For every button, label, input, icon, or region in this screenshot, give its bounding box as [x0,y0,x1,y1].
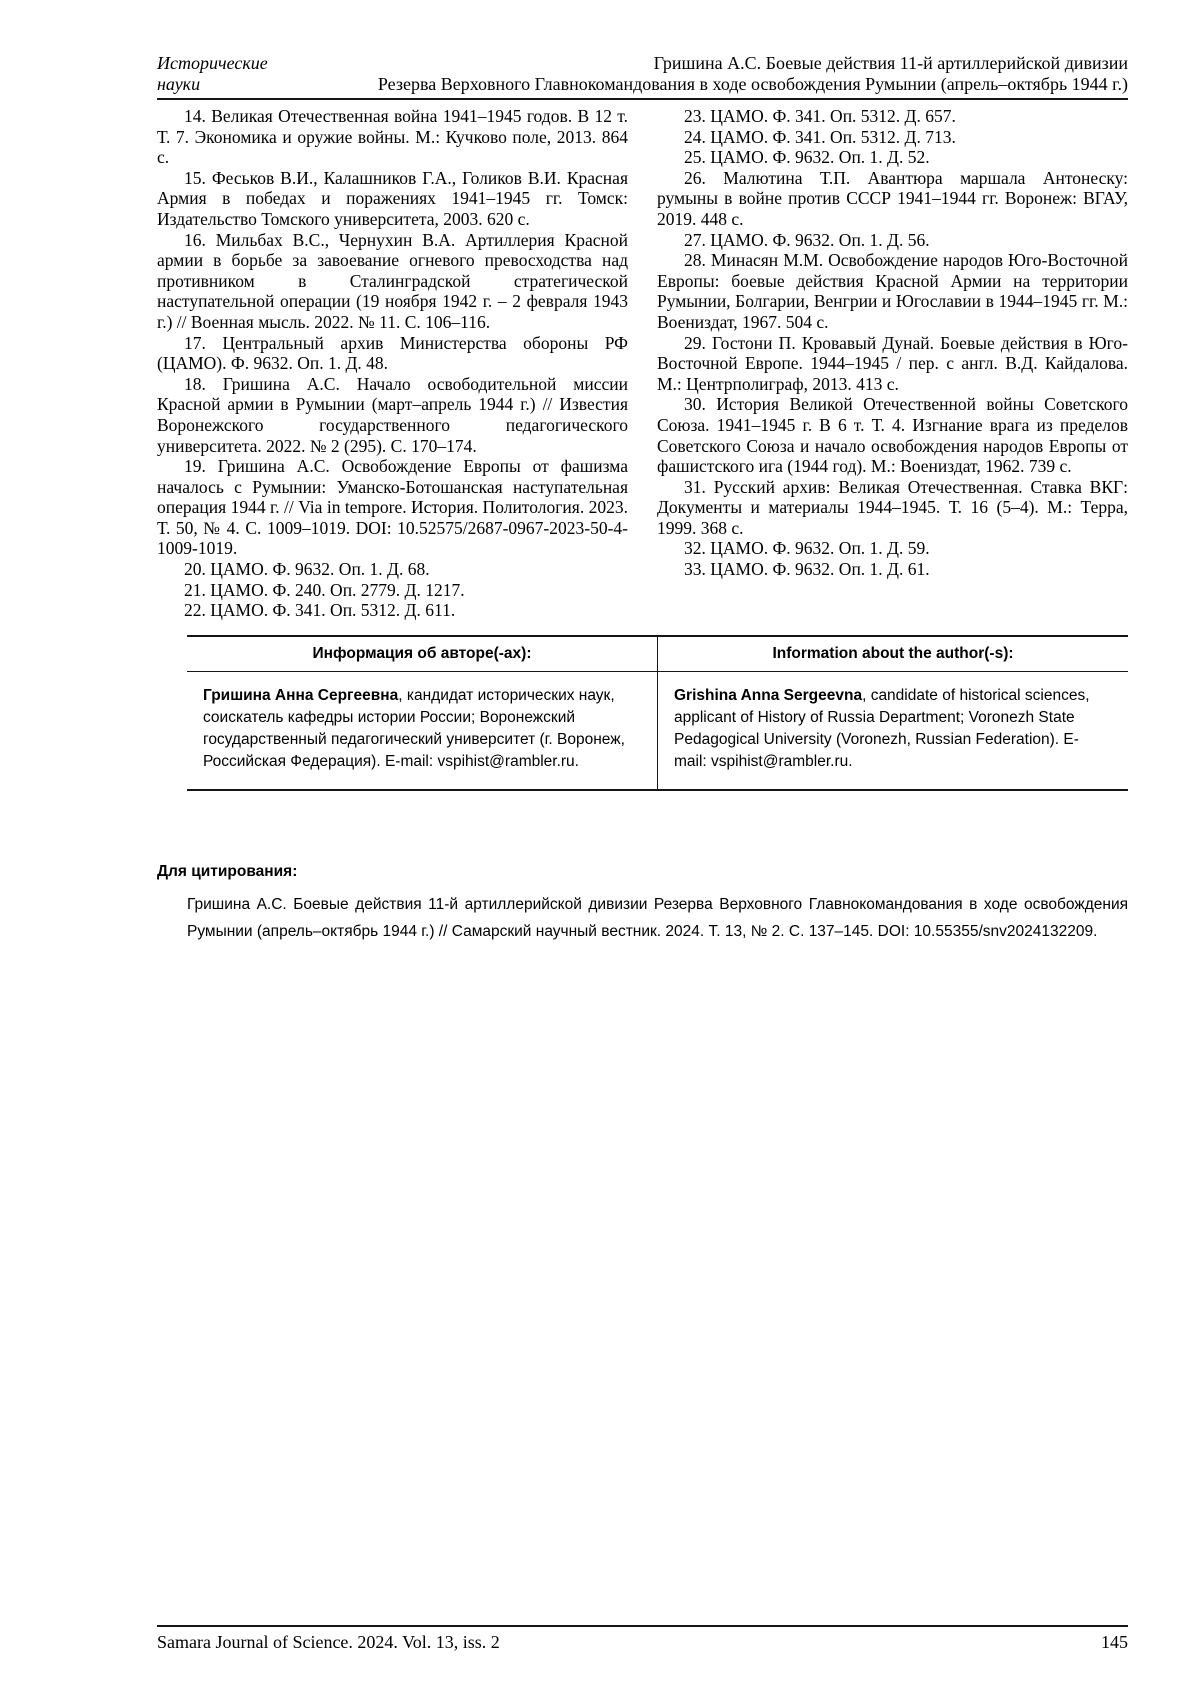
author-info-ru [187,671,658,790]
running-title [268,53,1128,95]
footer-journal-line: Samara Journal of Science. 2024. Vol. 13, iss. 2 [157,1632,500,1652]
author-table-body-row [187,671,1128,790]
author-table-header-en: Information about the author(-s): [658,636,1129,672]
citation-text: Гришина А.С. Боевые действия 11-й артиллерийской дивизии Резерва Верховного Главнокомандования в ходе освобождения Румынии (апрель–октябрь 1944 г.) // Самарский научный вестник. 2024. Т. 13, № 2. С. 137–145. DOI: 10.55355/snv2024132209. [187,895,1128,941]
reference-item: 22. ЦАМО. Ф. 341. Оп. 5312. Д. 611. [184,600,456,621]
page-header [157,0,1128,95]
references-column-left [157,106,628,621]
reference-item: 29. Гостони П. Кровавый Дунай. Боевые действия в Юго-Восточной Европе. 1944–1945 / пер. с англ. В.Д. Кайдалова. М.: Центрполиграф, 2013. 413 с. [657,332,1128,394]
reference-item: 15. Феськов В.И., Калашников Г.А., Голиков В.И. Красная Армия в победах и поражениях 1941–1945 гг. Томск: Издательство Томского университета, 2003. 620 с. [157,167,628,229]
journal-section-label [157,53,268,95]
author-info-en [658,671,1129,790]
author-info-table [187,635,1128,791]
citation-section [157,863,1128,946]
reference-item: 26. Малютина Т.П. Авантюра маршала Антонеску: румыны в войне против СССР 1941–1944 гг. Воронеж: ВГАУ, 2019. 448 с. [657,167,1128,229]
reference-item: 30. История Великой Отечественной войны Советского Союза. 1941–1945 г. В 6 т. Т. 4. Изгнание врага из пределов Советского Союза и начало освобождения народов Европы от фашистского ига (1944 год). М.: Воениздат, 1962. 739 с. [657,394,1128,477]
reference-item: 18. Гришина А.С. Начало освободительной миссии Красной армии в Румынии (март–апрель 1944 г.) // Известия Воронежского государственного педагогического университета. 2022. № 2 (295). С. 170–174. [157,373,628,456]
author-name-en: Grishina Anna Sergeevna [674,686,863,704]
author-table-header-ru: Информация об авторе(-ах): [187,636,658,672]
reference-item: 32. ЦАМО. Ф. 9632. Оп. 1. Д. 59. [684,538,930,559]
author-table-header-row [187,636,1128,672]
reference-item: 16. Мильбах В.С., Чернухин В.А. Артиллерия Красной армии в борьбе за завоевание огневого превосходства над противником в Сталинградской стратегической наступательной операции (19 ноября 1942 г. – 2 февраля 1943 г.) // Военная мысль. 2022. № 11. С. 106–116. [157,229,628,332]
reference-item: 33. ЦАМО. Ф. 9632. Оп. 1. Д. 61. [684,559,930,580]
running-title-line1: Гришина А.С. Боевые действия 11-й артиллерийской дивизии [653,53,1128,73]
footer-page-number: 145 [1101,1632,1128,1652]
author-details-en: , candidate of historical sciences, applicant of History of Russia Department; Voronezh State Pedagogical University (Voronezh, Russian Federation). E-mail: vspihist@rambler.ru. [674,686,1090,770]
references-list [157,106,1128,621]
reference-item: 28. Минасян М.М. Освобождение народов Юго-Восточной Европы: боевые действия Красной Армии на территории Румынии, Болгарии, Венгрии и Югославии в 1944–1945 гг. М.: Воениздат, 1967. 504 с. [657,250,1128,332]
reference-item: 19. Гришина А.С. Освобождение Европы от фашизма началось с Румынии: Уманско-Ботошанская наступательная операция 1944 г. // Via in tempore. История. Политология. 2023. Т. 50, № 4. С. 1009–1019. DOI: 10.52575/2687-0967-2023-50-4-1009-1019. [157,456,628,559]
running-title-line2: Резерва Верховного Главнокомандования в ходе освобождения Румынии (апрель–октябрь 1944 г.) [377,74,1128,94]
page-content [157,0,1128,946]
reference-item: 17. Центральный архив Министерства обороны РФ (ЦАМО). Ф. 9632. Оп. 1. Д. 48. [157,332,628,374]
section-label-line2: науки [157,74,201,94]
header-rule [157,98,1128,100]
reference-item: 31. Русский архив: Великая Отечественная. Ставка ВКГ: Документы и материалы 1944–1945. Т. 16 (5–4). М.: Терра, 1999. 368 с. [657,476,1128,538]
reference-item: 24. ЦАМО. Ф. 341. Оп. 5312. Д. 713. [684,126,956,147]
reference-item: 25. ЦАМО. Ф. 9632. Оп. 1. Д. 52. [684,147,930,168]
references-column-right [657,106,1128,621]
reference-item: 14. Великая Отечественная война 1941–1945 годов. В 12 т. Т. 7. Экономика и оружие войны. М.: Кучково поле, 2013. 864 с. [157,106,628,168]
reference-item: 21. ЦАМО. Ф. 240. Оп. 2779. Д. 1217. [184,579,465,600]
reference-item: 23. ЦАМО. Ф. 341. Оп. 5312. Д. 657. [684,106,956,126]
author-name-ru: Гришина Анна Сергеевна [203,686,399,704]
section-label-line1: Исторические [157,53,268,73]
reference-item: 20. ЦАМО. Ф. 9632. Оп. 1. Д. 68. [184,559,430,580]
reference-item: 27. ЦАМО. Ф. 9632. Оп. 1. Д. 56. [684,229,930,250]
author-details-ru: , кандидат исторических наук, соискатель кафедры истории России; Воронежский государственный педагогический университет (г. Воронеж, Российская Федерация). E-mail: vspihist@rambler.ru. [203,686,625,770]
citation-label: Для цитирования: [157,862,298,880]
page-footer [157,1625,1128,1653]
